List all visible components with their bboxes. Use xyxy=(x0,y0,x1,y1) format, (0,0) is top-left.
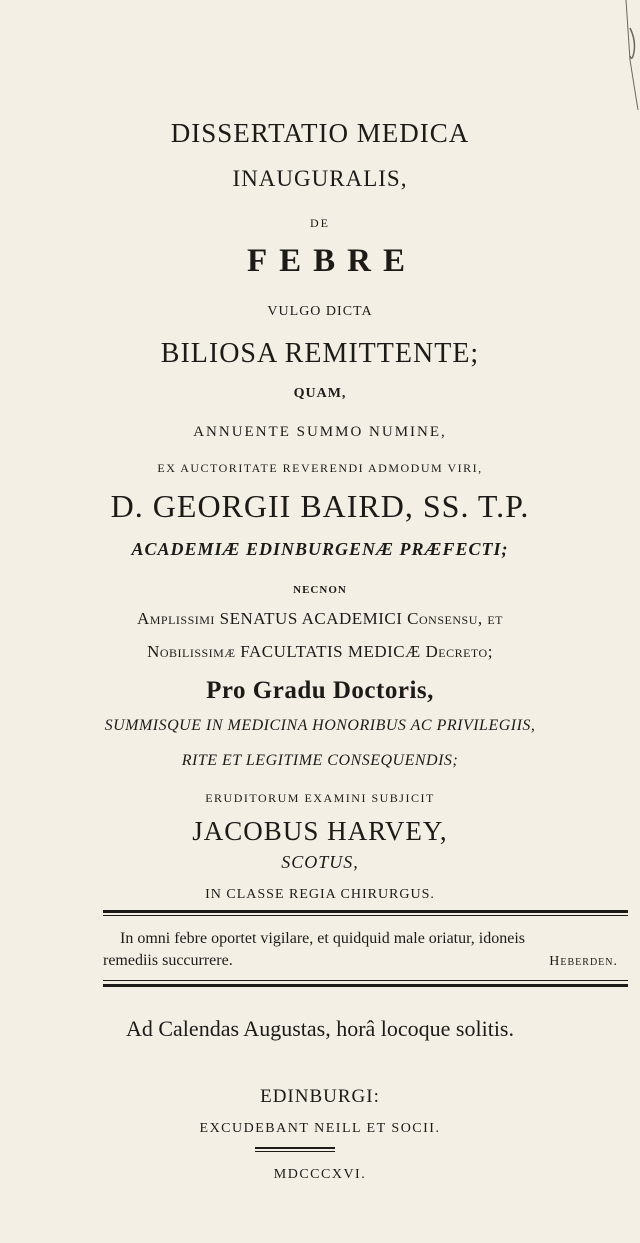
quam-label: QUAM, xyxy=(293,386,347,401)
de-label: DE xyxy=(310,216,330,230)
rite-line: RITE ET LEGITIME CONSEQUENDIS; xyxy=(181,752,459,769)
subject-full-heading: BILIOSA REMITTENTE; xyxy=(160,338,480,369)
pro-gradu-doctoris: Pro Gradu Doctoris, xyxy=(206,677,434,704)
imprint-date: MDCCCXVI. xyxy=(273,1167,367,1182)
imprint-rule-thick xyxy=(255,1147,335,1149)
subject-heading: FEBRE xyxy=(246,243,418,279)
dissertation-subtitle: INAUGURALIS, xyxy=(232,166,408,191)
author-nationality: SCOTUS, xyxy=(281,852,359,872)
amplissimi-line: Amplissimi SENATUS ACADEMICI Consensu, et xyxy=(136,609,504,628)
epigraph-line-2: remediis succurrere. xyxy=(103,952,233,969)
vulgo-dicta-label: VULGO DICTA xyxy=(267,304,373,319)
epigraph-line-1: In omni febre oportet vigilare, et quidquid male oriatur, idoneis xyxy=(120,930,526,947)
nobilissimae-line: Nobilissimæ FACULTATIS MEDICÆ Decreto; xyxy=(147,642,493,661)
epigraph-rule-bottom-thin xyxy=(103,980,628,981)
imprint-printer: EXCUDEBANT NEILL ET SOCII. xyxy=(199,1121,441,1136)
epigraph-rule-top-thick xyxy=(103,910,628,913)
epigraph-rule-top-thin xyxy=(103,915,628,916)
ex-auctoritate-line: EX AUCTORITATE REVERENDI ADMODUM VIRI, xyxy=(157,461,483,475)
imprint-rule-thin xyxy=(255,1151,335,1152)
author-rank: IN CLASSE REGIA CHIRURGUS. xyxy=(205,887,435,902)
author-name: JACOBUS HARVEY, xyxy=(192,816,448,846)
epigraph-rule-bottom-thick xyxy=(103,984,628,987)
president-name: D. GEORGII BAIRD, SS. T.P. xyxy=(110,488,530,524)
summisque-line: SUMMISQUE IN MEDICINA HONORIBUS AC PRIVILEGIIS, xyxy=(104,717,536,734)
dissertation-title: DISSERTATIO MEDICA xyxy=(170,118,470,148)
necnon-label: NECNON xyxy=(293,584,347,596)
epigraph-source: Heberden. xyxy=(549,954,618,969)
eruditorum-line: ERUDITORUM EXAMINI SUBJICIT xyxy=(205,791,435,805)
academiae-line: ACADEMIÆ EDINBURGENÆ PRÆFECTI; xyxy=(131,539,509,559)
defense-date-line: Ad Calendas Augustas, horâ locoque solitis. xyxy=(125,1016,514,1041)
page-edge-bleed xyxy=(600,0,640,110)
imprint-place: EDINBURGI: xyxy=(260,1086,380,1107)
annuente-line: ANNUENTE SUMMO NUMINE, xyxy=(193,424,447,440)
